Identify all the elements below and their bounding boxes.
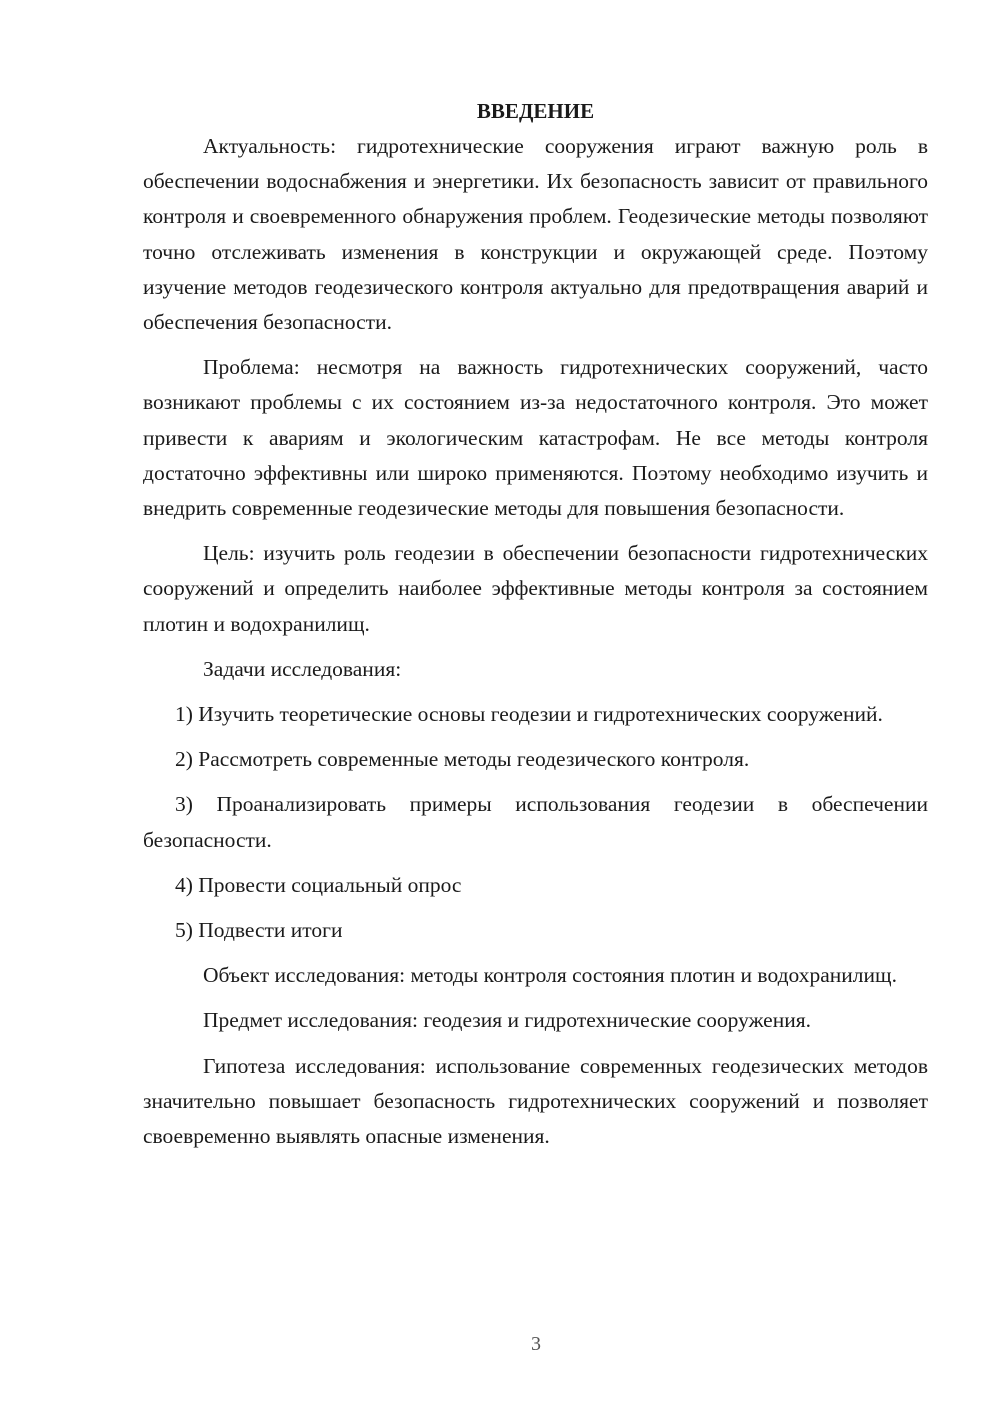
paragraph-relevance: Актуальность: гидротехнические сооружения играют важную роль в обеспечении водоснабжения и энергетики. Их безопасность зависит от правильного контроля и своевременного обнаружения проблем. Геодезические методы позволяют точно отслеживать изменения в конструкции и окружающей среде. Поэтому изучение методов геодезического контроля актуально для предотвращения аварий и обеспечения безопасности.	[143, 134, 928, 335]
paragraph-hypothesis: Гипотеза исследования: использование современных геодезических методов значительно повышает безопасность гидротехнических сооружений и позволяет своевременно выявлять опасные изменения.	[143, 1053, 928, 1149]
tasks-heading: Задачи исследования:	[203, 656, 402, 681]
paragraph-problem: Проблема: несмотря на важность гидротехнических сооружений, часто возникают проблемы с их состоянием из-за недостаточного контроля. Это может привести к авариям и экологическим катастрофам. Не все методы контроля достаточно эффективны или широко применяются. Поэтому необходимо изучить и внедрить современные геодезические методы для повышения безопасности.	[143, 355, 928, 521]
task-item-1: 1) Изучить теоретические основы геодезии и гидротехнических сооружений.	[175, 702, 883, 727]
paragraph-goal: Цель: изучить роль геодезии в обеспечении безопасности гидротехнических сооружений и определить наиболее эффективные методы контроля за состоянием плотин и водохранилищ.	[143, 541, 928, 636]
task-item-2: 2) Рассмотреть современные методы геодезического контроля.	[175, 747, 750, 772]
paragraph-subject: Предмет исследования: геодезия и гидротехнические сооружения.	[203, 1008, 811, 1033]
task-item-4: 4) Провести социальный опрос	[175, 872, 462, 897]
task-item-5: 5) Подвести итоги	[175, 918, 343, 943]
page-title: ВВЕДЕНИЕ	[476, 99, 595, 123]
document-page	[143, 94, 928, 1164]
paragraph-object: Объект исследования: методы контроля состояния плотин и водохранилищ.	[203, 963, 897, 988]
page-number: 3	[531, 1333, 541, 1355]
task-item-3: 3) Проанализировать примеры использования геодезии в обеспечении безопасности.	[143, 792, 928, 852]
